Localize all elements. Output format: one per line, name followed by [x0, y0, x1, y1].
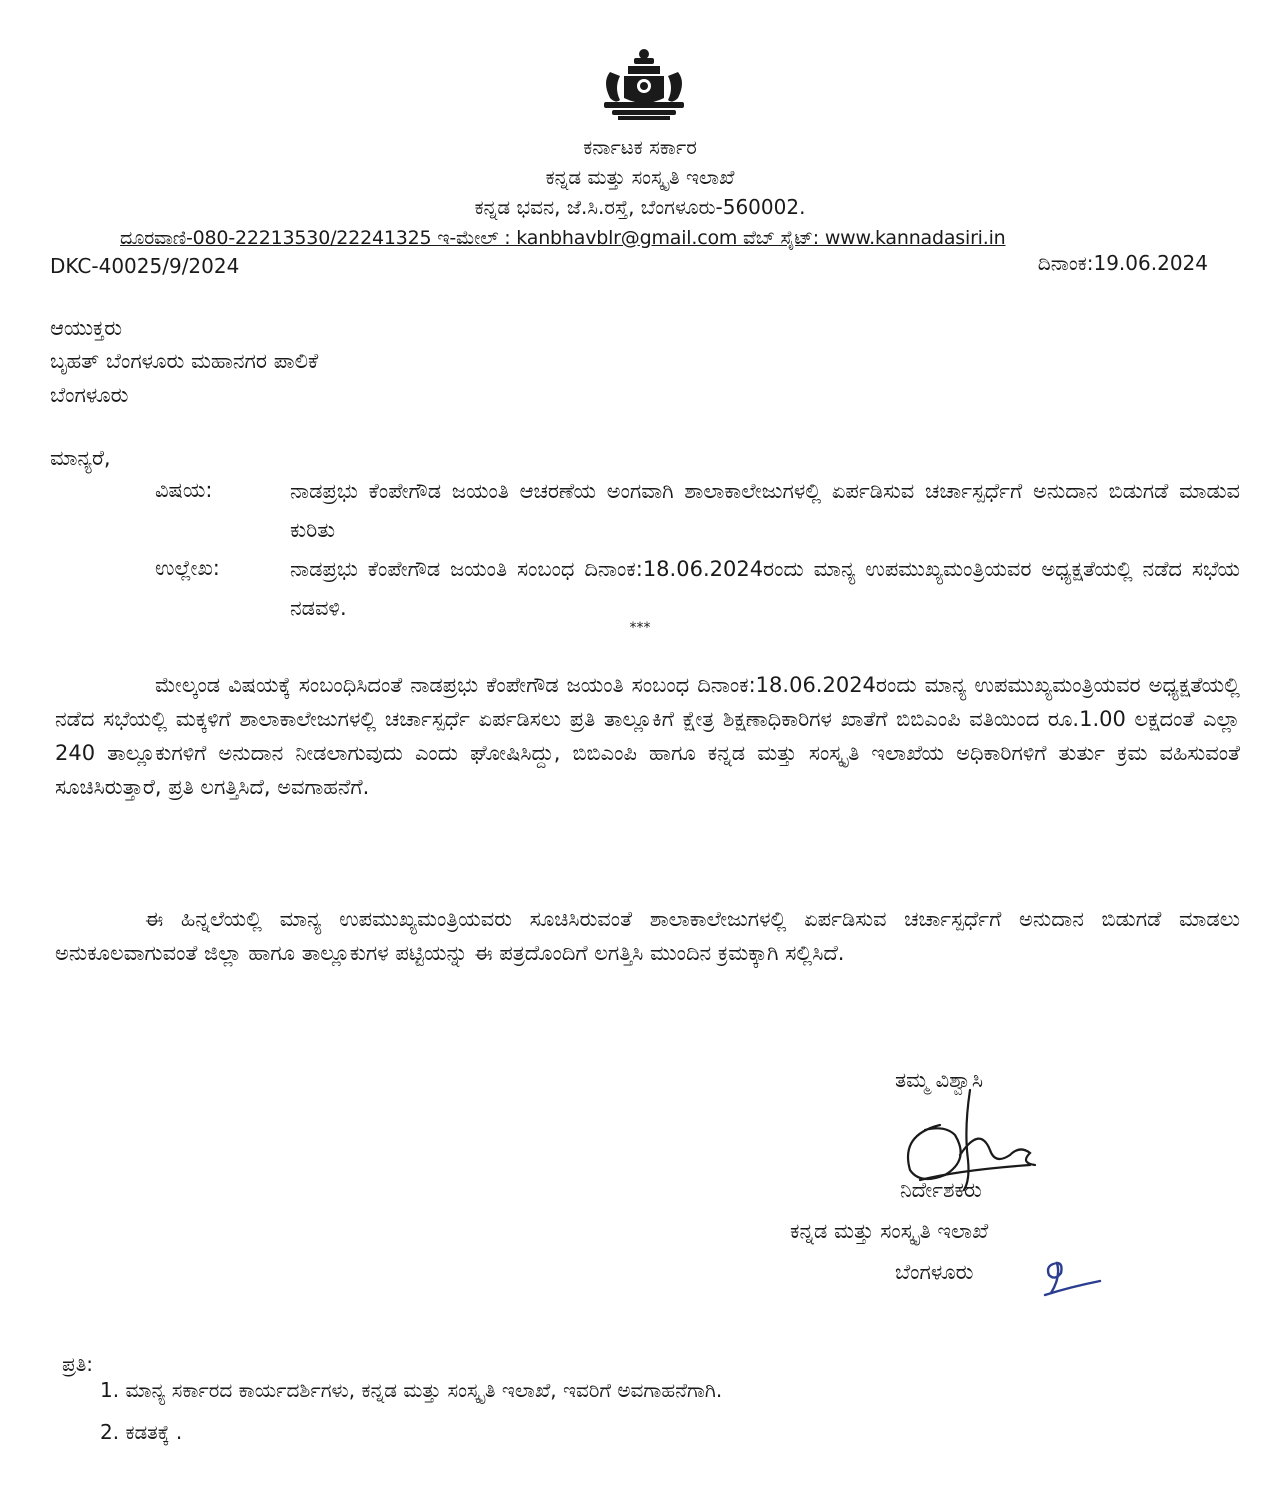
copy-to-heading: ಪ್ರತಿ: — [62, 1352, 94, 1376]
contact-details: ದೂರವಾಣಿ-080-22213530/22241325 ಇ-ಮೇಲ್ : kanbhavblr@gmail.com ವೆಬ್ ಸೈಟ್: www.kannadasiri.in — [120, 227, 1006, 249]
office-address: ಕನ್ನಡ ಭವನ, ಜೆ.ಸಿ.ರಸ್ತೆ, ಬೆಂಗಳೂರು-560002. — [474, 195, 806, 219]
body-paragraph-2: ಈ ಹಿನ್ನಲೆಯಲ್ಲಿ ಮಾನ್ಯ ಉಪಮುಖ್ಯಮಂತ್ರಿಯವರು ಸೂಚಿಸಿರುವಂತೆ ಶಾಲಾಕಾಲೇಜುಗಳಲ್ಲಿ ಏರ್ಪಡಿಸುವ ಚರ್ಚಾಸ್ಪರ್ಧೆಗೆ ಅನುದಾನ ಬಿಡುಗಡೆ ಮಾಡಲು ಅನುಕೂಲವಾಗುವಂತೆ ಜಿಲ್ಲಾ ಹಾಗೂ ತಾಲ್ಲೂಕುಗಳ ಪಟ್ಟಿಯನ್ನು ಈ ಪತ್ರದೊಂದಿಗೆ ಲಗತ್ತಿಸಿ ಮುಂದಿನ ಕ್ರಮಕ್ಕಾಗಿ ಸಲ್ಲಿಸಿದೆ. — [55, 907, 1240, 965]
copy-to-item: 2. ಕಡತಕ್ಕೆ . — [100, 1420, 183, 1444]
subject-label: ವಿಷಯ: — [155, 478, 213, 502]
signatory-department: ಕನ್ನಡ ಮತ್ತು ಸಂಸ್ಕೃತಿ ಇಲಾಖೆ — [790, 1219, 989, 1243]
reference-label: ಉಲ್ಲೇಖ: — [155, 556, 220, 580]
closing-text: ತಮ್ಮ ವಿಶ್ವಾಸಿ — [895, 1068, 984, 1092]
blue-ink-initial — [1035, 1255, 1105, 1300]
recipient-line-2: ಬೃಹತ್ ಬೆಂಗಳೂರು ಮಹಾನಗರ ಪಾಲಿಕೆ — [50, 349, 319, 373]
signatory-designation: ನಿರ್ದೇಶಕರು — [900, 1178, 982, 1202]
government-name: ಕರ್ನಾಟಕ ಸರ್ಕಾರ — [583, 135, 697, 159]
reference-text: ನಾಡಪ್ರಭು ಕೆಂಪೇಗೌಡ ಜಯಂತಿ ಸಂಬಂಧ ದಿನಾಂಕ:18.06.2024ರಂದು ಮಾನ್ಯ ಉಪಮುಖ್ಯಮಂತ್ರಿಯವರ ಅಧ್ಯಕ್ಷತೆಯಲ್ಲಿ ನಡೆದ ಸಭೆಯ ನಡವಳಿ. — [290, 557, 1240, 620]
salutation: ಮಾನ್ಯರೆ, — [50, 446, 111, 470]
signatory-city: ಬೆಂಗಳೂರು — [895, 1260, 974, 1284]
letter-date: ದಿನಾಂಕ:19.06.2024 — [1037, 251, 1208, 275]
karnataka-state-emblem-icon — [598, 46, 690, 122]
reference-number: DKC-40025/9/2024 — [50, 254, 240, 278]
department-name: ಕನ್ನಡ ಮತ್ತು ಸಂಸ್ಕೃತಿ ಇಲಾಖೆ — [545, 165, 735, 189]
separator: *** — [629, 620, 651, 636]
recipient-line-1: ಆಯುಕ್ತರು — [50, 316, 123, 340]
copy-to-item: 1. ಮಾನ್ಯ ಸರ್ಕಾರದ ಕಾರ್ಯದರ್ಶಿಗಳು, ಕನ್ನಡ ಮತ್ತು ಸಂಸ್ಕೃತಿ ಇಲಾಖೆ, ಇವರಿಗೆ ಅವಗಾಹನೆಗಾಗಿ. — [100, 1378, 723, 1402]
subject-text: ನಾಡಪ್ರಭು ಕೆಂಪೇಗೌಡ ಜಯಂತಿ ಆಚರಣೆಯ ಅಂಗವಾಗಿ ಶಾಲಾಕಾಲೇಜುಗಳಲ್ಲಿ ಏರ್ಪಡಿಸುವ ಚರ್ಚಾಸ್ಪರ್ಧೆಗೆ ಅನುದಾನ ಬಿಡುಗಡೆ ಮಾಡುವ ಕುರಿತು — [290, 479, 1240, 542]
body-paragraph-1: ಮೇಲ್ಕಂಡ ವಿಷಯಕ್ಕೆ ಸಂಬಂಧಿಸಿದಂತೆ ನಾಡಪ್ರಭು ಕೆಂಪೇಗೌಡ ಜಯಂತಿ ಸಂಬಂಧ ದಿನಾಂಕ:18.06.2024ರಂದು ಮಾನ್ಯ ಉಪಮುಖ್ಯಮಂತ್ರಿಯವರ ಅಧ್ಯಕ್ಷತೆಯಲ್ಲಿ ನಡೆದ ಸಭೆಯಲ್ಲಿ ಮಕ್ಕಳಿಗೆ ಶಾಲಾಕಾಲೇಜುಗಳಲ್ಲಿ ಚರ್ಚಾಸ್ಪರ್ಧೆ ಏರ್ಪಡಿಸಲು ಪ್ರತಿ ತಾಲ್ಲೂಕಿಗೆ ಕ್ಷೇತ್ರ ಶಿಕ್ಷಣಾಧಿಕಾರಿಗಳ ಖಾತೆಗೆ ಬಿಬಿಎಂಪಿ ವತಿಯಿಂದ ರೂ.1.00 ಲಕ್ಷದಂತೆ ಎಲ್ಲಾ 240 ತಾಲ್ಲೂಕುಗಳಿಗೆ ಅನುದಾನ ನೀಡಲಾಗುವುದು ಎಂದು ಘೋಷಿಸಿದ್ದು, ಬಿಬಿಎಂಪಿ ಹಾಗೂ ಕನ್ನಡ ಮತ್ತು ಸಂಸ್ಕೃತಿ ಇಲಾಖೆಯ ಅಧಿಕಾರಿಗಳಿಗೆ ತುರ್ತು ಕ್ರಮ ವಹಿಸುವಂತೆ ಸೂಚಿಸಿರುತ್ತಾರೆ, ಪ್ರತಿ ಲಗತ್ತಿಸಿದೆ, ಅವಗಾಹನೆಗೆ. — [55, 673, 1240, 799]
recipient-line-3: ಬೆಂಗಳೂರು — [50, 383, 129, 407]
